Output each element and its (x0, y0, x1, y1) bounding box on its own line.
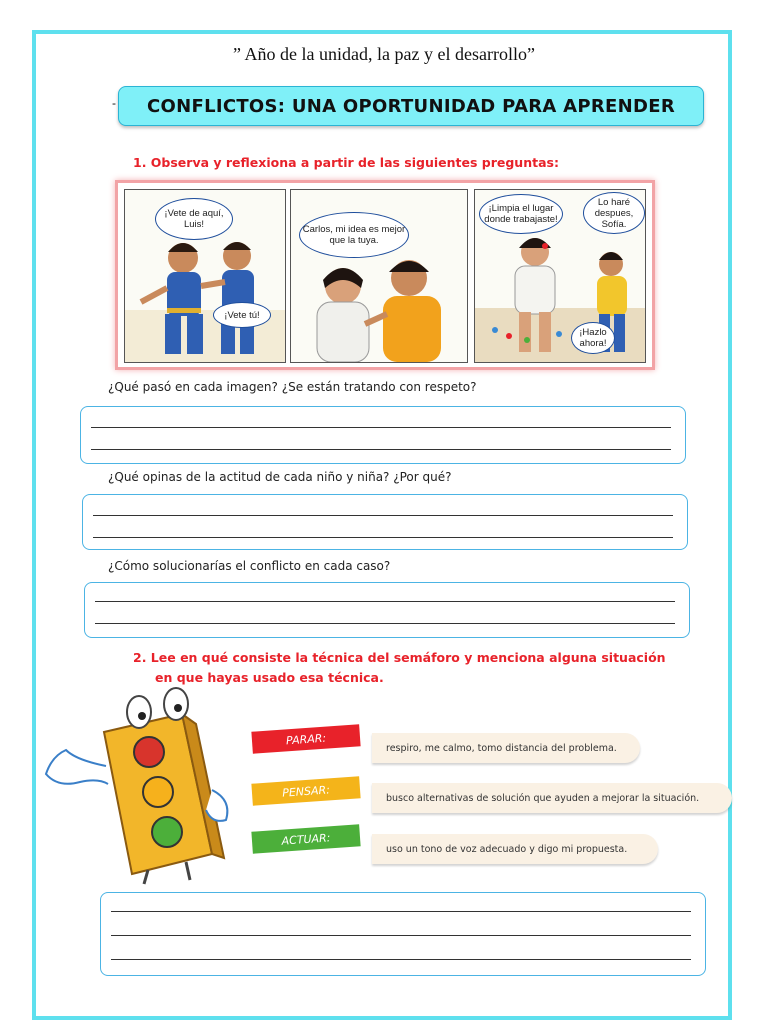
page-title: CONFLICTOS: UNA OPORTUNIDAD PARA APRENDER (147, 95, 675, 117)
bubble-limpia-el-lugar: ¡Limpia el lugar donde trabajaste! (479, 194, 563, 234)
step-actuar-text: uso un tono de voz adecuado y digo mi propuesta. (386, 843, 628, 855)
answer-line (111, 959, 691, 960)
answer-line (93, 537, 673, 538)
step-parar-label: PARAR: (251, 724, 360, 753)
comic-panel-2 (290, 189, 468, 363)
title-banner (118, 86, 704, 126)
question-2: ¿Qué opinas de la actitud de cada niño y niña? ¿Por qué? (108, 470, 452, 484)
answer-line (111, 935, 691, 936)
bubble-vete-de-aqui: ¡Vete de aquí, Luis! (155, 198, 233, 240)
bubble-lo-hare-despues: Lo haré despues, Sofía. (583, 192, 645, 234)
title-dash: - (112, 96, 116, 110)
answer-box-2[interactable] (82, 494, 688, 550)
comic-panel-3 (474, 189, 646, 363)
answer-line (91, 449, 671, 450)
instruction-1: 1. Observa y reflexiona a partir de las siguientes preguntas: (133, 155, 559, 170)
question-1: ¿Qué pasó en cada imagen? ¿Se están tratando con respeto? (108, 380, 477, 394)
question-3: ¿Cómo solucionarías el conflicto en cada caso? (108, 559, 391, 573)
answer-box-4[interactable] (100, 892, 706, 976)
answer-line (95, 601, 675, 602)
answer-line (111, 911, 691, 912)
answer-box-1[interactable] (80, 406, 686, 464)
step-parar-text: respiro, me calmo, tomo distancia del problema. (386, 742, 617, 754)
answer-box-3[interactable] (84, 582, 690, 638)
bubble-carlos-mi-idea: Carlos, mi idea es mejor que la tuya. (299, 212, 409, 258)
instruction-2-line-1: 2. Lee en qué consiste la técnica del semáforo y menciona alguna situación (133, 650, 666, 665)
instruction-2-line-2: en que hayas usado esa técnica. (155, 670, 384, 685)
year-motto: ” Año de la unidad, la paz y el desarrollo” (233, 44, 535, 64)
step-pensar-text: busco alternativas de solución que ayuden a mejorar la situación. (386, 792, 700, 804)
step-parar-description (372, 733, 640, 763)
traffic-light-mascot-icon (36, 686, 236, 886)
bubble-hazlo-ahora: ¡Hazlo ahora! (571, 322, 615, 354)
comic-panel-1 (124, 189, 286, 363)
answer-line (93, 515, 673, 516)
answer-line (91, 427, 671, 428)
step-pensar-description (372, 783, 732, 813)
step-pensar-label: PENSAR: (251, 776, 360, 805)
answer-line (95, 623, 675, 624)
step-actuar-label: ACTUAR: (251, 824, 360, 853)
comic-strip (115, 180, 655, 370)
step-actuar-description (372, 834, 658, 864)
bubble-vete-tu: ¡Vete tú! (213, 302, 271, 328)
